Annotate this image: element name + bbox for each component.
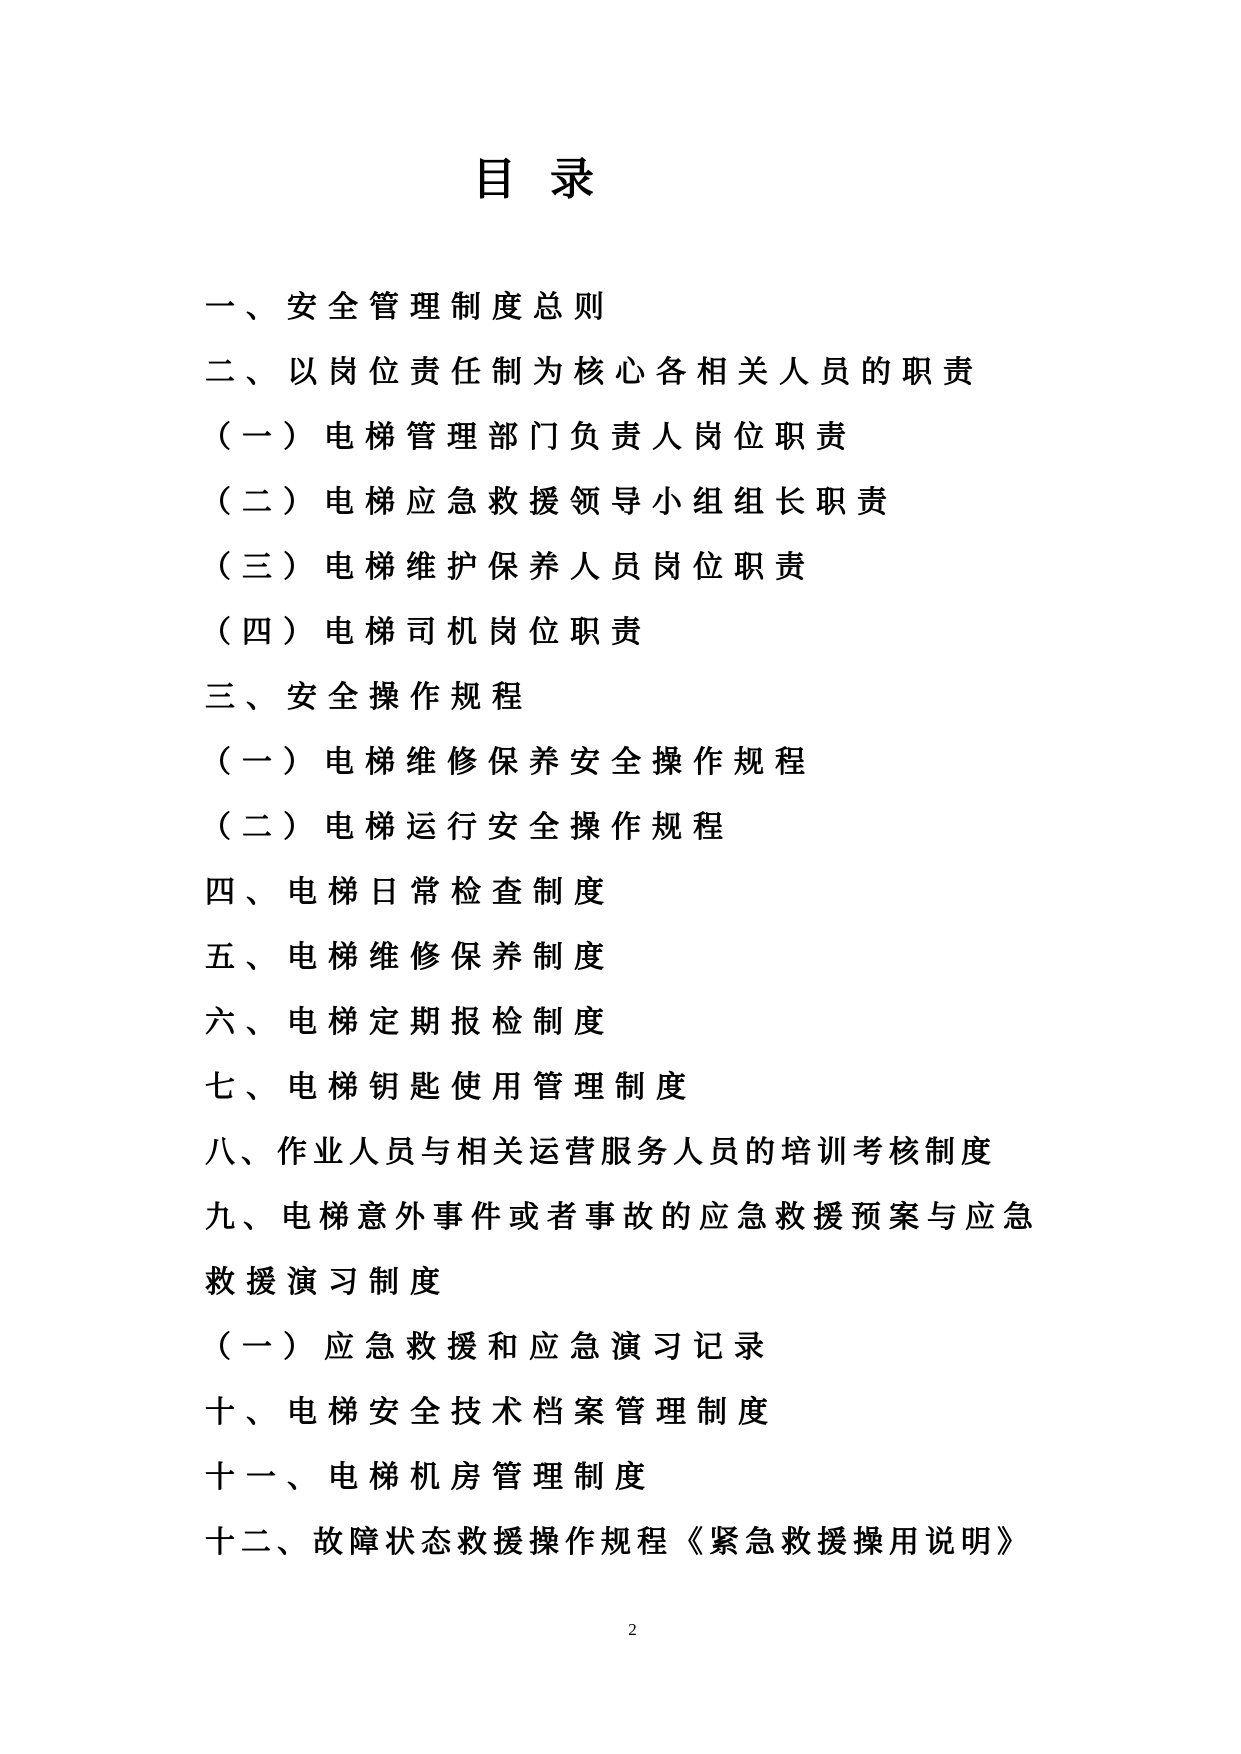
toc-entry-text: 一、安全管理制度总则 [205, 290, 615, 325]
toc-entry-text: 九、电梯意外事件或者事故的应急救援预案与应急 [205, 1200, 1041, 1235]
table-of-contents [201, 288, 1065, 1588]
toc-entry [205, 1198, 1065, 1263]
toc-entry [201, 418, 1065, 483]
toc-entry-text: （三）电梯维护保养人员岗位职责 [201, 550, 816, 585]
toc-entry [205, 873, 1065, 938]
toc-entry-text: 三、安全操作规程 [205, 680, 533, 715]
toc-entry-text: 十一、电梯机房管理制度 [205, 1460, 656, 1495]
toc-entry-text: 二、以岗位责任制为核心各相关人员的职责 [205, 355, 984, 390]
toc-entry-text: （二）电梯运行安全操作规程 [201, 810, 734, 845]
toc-entry-text: 六、电梯定期报检制度 [205, 1005, 615, 1040]
toc-entry [201, 743, 1065, 808]
toc-entry-text: （一）电梯维修保养安全操作规程 [201, 745, 816, 780]
toc-entry-text: 七、电梯钥匙使用管理制度 [205, 1070, 697, 1105]
toc-entry [201, 548, 1065, 613]
toc-entry [205, 1003, 1065, 1068]
page-number: 2 [628, 1620, 637, 1639]
toc-entry [205, 1523, 1065, 1588]
toc-entry-text: 十、电梯安全技术档案管理制度 [205, 1395, 779, 1430]
toc-entry [205, 1263, 1065, 1328]
toc-entry-text: （四）电梯司机岗位职责 [201, 615, 652, 650]
toc-entry [201, 483, 1065, 548]
toc-entry [205, 938, 1065, 1003]
toc-entry [205, 1068, 1065, 1133]
toc-entry [205, 1393, 1065, 1458]
toc-entry [201, 808, 1065, 873]
toc-entry-text: 五、电梯维修保养制度 [205, 940, 615, 975]
toc-entry-text: （一）电梯管理部门负责人岗位职责 [201, 420, 857, 455]
page-title: 目录 [472, 154, 628, 205]
toc-entry-text: 四、电梯日常检查制度 [205, 875, 615, 910]
toc-entry-text: 八、作业人员与相关运营服务人员的培训考核制度 [205, 1135, 997, 1170]
toc-entry [201, 613, 1065, 678]
toc-entry [205, 1458, 1065, 1523]
toc-entry [201, 1328, 1065, 1393]
toc-entry-text: 十二、故障状态救援操作规程《紧急救援操用说明》 [205, 1525, 1033, 1560]
toc-entry-text: （二）电梯应急救援领导小组组长职责 [201, 485, 898, 520]
toc-entry [205, 678, 1065, 743]
toc-entry-text: 救援演习制度 [205, 1265, 451, 1300]
toc-entry [205, 288, 1065, 353]
toc-entry [205, 1133, 1065, 1198]
toc-entry [205, 353, 1065, 418]
toc-entry-text: （一）应急救援和应急演习记录 [201, 1330, 775, 1365]
